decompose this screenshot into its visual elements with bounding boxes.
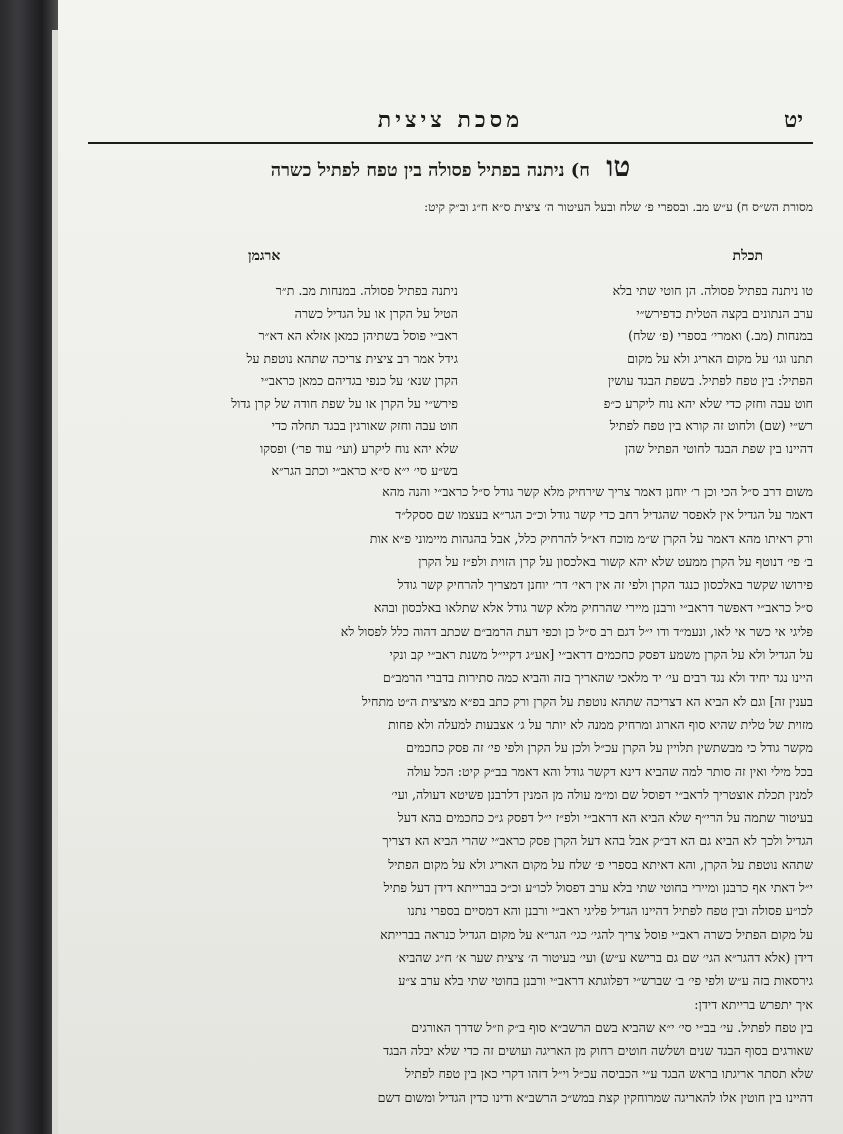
section-marker: ח) bbox=[570, 160, 590, 181]
text-line: בעיטור שתמה על הרי״ף שלא הביא הא דראב״י ולפ״ז י״ל דפסק ג״כ כחכמים בהא דעל bbox=[397, 810, 813, 826]
text-line: חוט עבה וחזק כדי שלא יהא נוח ליקרע כ״פ bbox=[603, 395, 813, 411]
sources-line: מסורת הש״ס ח) ע״ש מב. ובספרי פ׳ שלח ובעל העיטור ה׳ ציצית ס״א ח״ג וב״ק קיט: bbox=[424, 200, 813, 214]
text-line: ב׳ פי׳ דנוטף על הקרן ממעט שלא יהא קשור באלכסון על קרן הזוית ולפ״ז על הקרן bbox=[418, 553, 813, 569]
right-column-title: תכלת bbox=[732, 248, 763, 264]
text-line: לכו״ע פסולה ובין טפח לפתיל דהיינו הגדיל פליגי ראב״י ורבנן והא דמסיים בספרי נתנו bbox=[407, 903, 813, 919]
tractate-title: מסכת ציצית bbox=[377, 107, 524, 133]
text-line: טו ניתנה בפתיל פסולה. הן חוטי שתי בלא bbox=[612, 283, 813, 298]
text-line: משום דרב ס״ל הכי וכן ר׳ יוחנן דאמר צריך שירחיק מלא קשר גודל ס״ל כראב״י והנה מהא bbox=[382, 484, 813, 499]
text-line: שתהא נוטפת על הקרן, והא דאיתא בספרי פ׳ שלח על מקום האריג ולא על מקום הפתיל bbox=[388, 856, 813, 872]
text-line: שלא יהא נוח ליקרע (ועי׳ עוד פר׳) ופסקו bbox=[260, 440, 458, 456]
text-line: היינו נגד יחיד ולא נגד רבים עי׳ יד מלאכי שהאריך בזה והביא כמה סתירות בדברי הרמב״ם bbox=[382, 670, 813, 686]
text-line: במנחות (מב.) ואמרי׳ בספרי (פ׳ שלח) bbox=[628, 328, 813, 343]
text-line: מקשר גודל כי מבשתשין תלויין על הקרן עכ״ל ולכן על הקרן ולפי פי׳ זה פסק כחכמים bbox=[405, 740, 813, 756]
section-heading-text: ניתנה בפתיל פסולה בין טפח לפתיל כשרה bbox=[270, 160, 565, 181]
section-heading bbox=[98, 150, 803, 184]
text-line: שלא תסתר אריגתו בראש הבגד ע״י הכביסה עכ״ל וי״ל דזהו דקרי כאן בין טפח לפתיל bbox=[405, 1066, 813, 1082]
text-line: תתנו וגו׳ על מקום האריג ולא על מקום bbox=[627, 350, 813, 366]
text-line: פירושו שקשר באלכסון כנגד הקרן ולפי זה אין ראי׳ דר׳ יוחנן דמצריך להרחיק קשר גודל bbox=[397, 577, 813, 593]
header-rule bbox=[88, 142, 813, 144]
text-line: ערב הנתונים בקצה הטלית כדפירש״י bbox=[636, 305, 813, 321]
text-line: ראב״י פוסל בשתיהן כמאן אזלא הא דא״ר bbox=[258, 328, 458, 343]
text-line: הקרן שנא׳ על כנפי בגדיהם כמאן כראב״י bbox=[260, 373, 458, 388]
right-commentary-column bbox=[458, 280, 813, 460]
text-line: חוט עבה וחזק שאורגין בבגד תחלה כדי bbox=[271, 418, 458, 433]
left-column-title: ארגמן bbox=[248, 248, 281, 264]
full-width-commentary bbox=[88, 480, 813, 1109]
text-line: בענין זה] וגם לא הביא הא דצריכה שתהא נוטפת על הקרן ורק כתב בפ״א מציצית ה״ט מתחיל bbox=[361, 693, 813, 709]
text-line: דידן (אלא דהגר״א הגי׳ שם גם ברישא ע״ש) ועי׳ בעיטור ה׳ ציצית שער א׳ ח״ג שהביא bbox=[398, 949, 813, 965]
text-line: ס״ל כראב״י דאפשר דראב״י ורבנן מיירי שהרחיק מלא קשר גודל אלא שתלאו באלכסון ובהא bbox=[373, 600, 813, 616]
text-line: על מקום הפתיל כשרה ראב״י פוסל צריך להגי׳ כגי׳ הגר״א על מקום הגדיל כנראה בברייתא bbox=[380, 926, 813, 942]
text-line: פליגי אי כשר אי לאו, ונעמ״ד ודו י״ל דגם רב ס״ל כן וכפי דעת הרמב״ם שכתב דהוה כלל לפסול לא bbox=[340, 623, 813, 639]
text-line: גירסאות בזה ע״ש ולפי פי׳ ב׳ שברש״י דפלוגתא דראב״י ורבנן בחוטי שתי בלא ערב צ״ע bbox=[398, 973, 813, 989]
page-number: יט bbox=[783, 107, 803, 133]
text-line: דאמר על הגדיל אין לאפסר שהגדיל רחב כדי קשר גודל וכ״כ הגר״א בעצמו שם ססקל״ד bbox=[395, 507, 813, 523]
text-line: דהיינו בין חוטין אלו להאריגה שמרוחקין קצת במש״כ הרשב״א ודינו כדין הגדיל ומשום דשם bbox=[377, 1089, 813, 1105]
text-line: י״ל דאתי אף כרבנן ומיירי בחוטי שתי בלא ערב דפסול לכו״ע וכ״כ בברייתא דידן דעל פתיל bbox=[383, 880, 813, 896]
text-line: למנין תכלת אוצטריך לראב״י דפוסל שם ומ״מ עולה מן המנין דלרבנן פשיטא דעולה, ועי׳ bbox=[391, 786, 813, 802]
text-line: דהיינו בין שפת הבגד לחוטי הפתיל שהן bbox=[624, 440, 813, 456]
text-line: גידל אמר רב ציצית צריכה שתהא נוטפת על bbox=[246, 350, 458, 366]
book-spine bbox=[0, 0, 60, 1134]
text-line: על הגדיל ולא על הקרן משמע דפסק כחכמים דראב״י [אע״ג דקיי״ל משנת ראב״י קב ונקי bbox=[389, 647, 813, 663]
text-line: פירש״י על הקרן או על שפת חודה של קרן גדול bbox=[231, 395, 458, 411]
text-line: הגדיל ולכך לא הביא גם הא דב״ק אבל בהא דעל הקרן פסק כראב״י שהרי הביא הא דצריך bbox=[382, 833, 813, 849]
left-commentary-column bbox=[88, 280, 458, 483]
section-number: טו bbox=[606, 150, 631, 183]
text-line: בכל מילי ואין זה סותר למה שהביא דינא דקשר גודל והא דאמר בב״ק קיט: הכל עולה bbox=[407, 763, 813, 779]
text-line: איך יתפרש ברייתא דידן: bbox=[694, 996, 813, 1012]
text-line: ורק ראיתו מהא דאמר על הקרן ש״מ מוכח דא״ל להרחיק כלל, אבל בהגהות מיימוני פ״א אות bbox=[369, 530, 813, 546]
text-line: רש״י (שם) ולחוט זה קורא בין טפח לפתיל bbox=[609, 418, 813, 433]
text-line: בין טפח לפתיל. עי׳ בב״י סי׳ י״א שהביא בשם הרשב״א סוף ב״ק וז״ל שדרך האורגים bbox=[411, 1019, 813, 1035]
text-line: בש״ע סי׳ י״א ס״א כראב״י וכתב הגר״א bbox=[271, 463, 458, 478]
text-line: הפתיל: בין טפח לפתיל. בשפת הבגד עושין bbox=[607, 373, 813, 388]
text-line: ניתנה בפתיל פסולה. במנחות מב. ת״ר bbox=[275, 283, 458, 298]
text-line: שאורגים בסוף הבגד שנים ושלשה חוטים רחוק מן האריגה ועושים זה כדי שלא יבלה הבגד bbox=[383, 1043, 813, 1059]
book-page bbox=[58, 0, 843, 1134]
text-line: הטיל על הקרן או על הגדיל כשרה bbox=[294, 305, 458, 321]
running-head bbox=[98, 105, 803, 135]
text-line: מזוית של טלית שהיא סוף הארוג ומרחיק ממנה לא יותר על ג׳ אצבעות למעלה ולא פחות bbox=[388, 716, 813, 732]
